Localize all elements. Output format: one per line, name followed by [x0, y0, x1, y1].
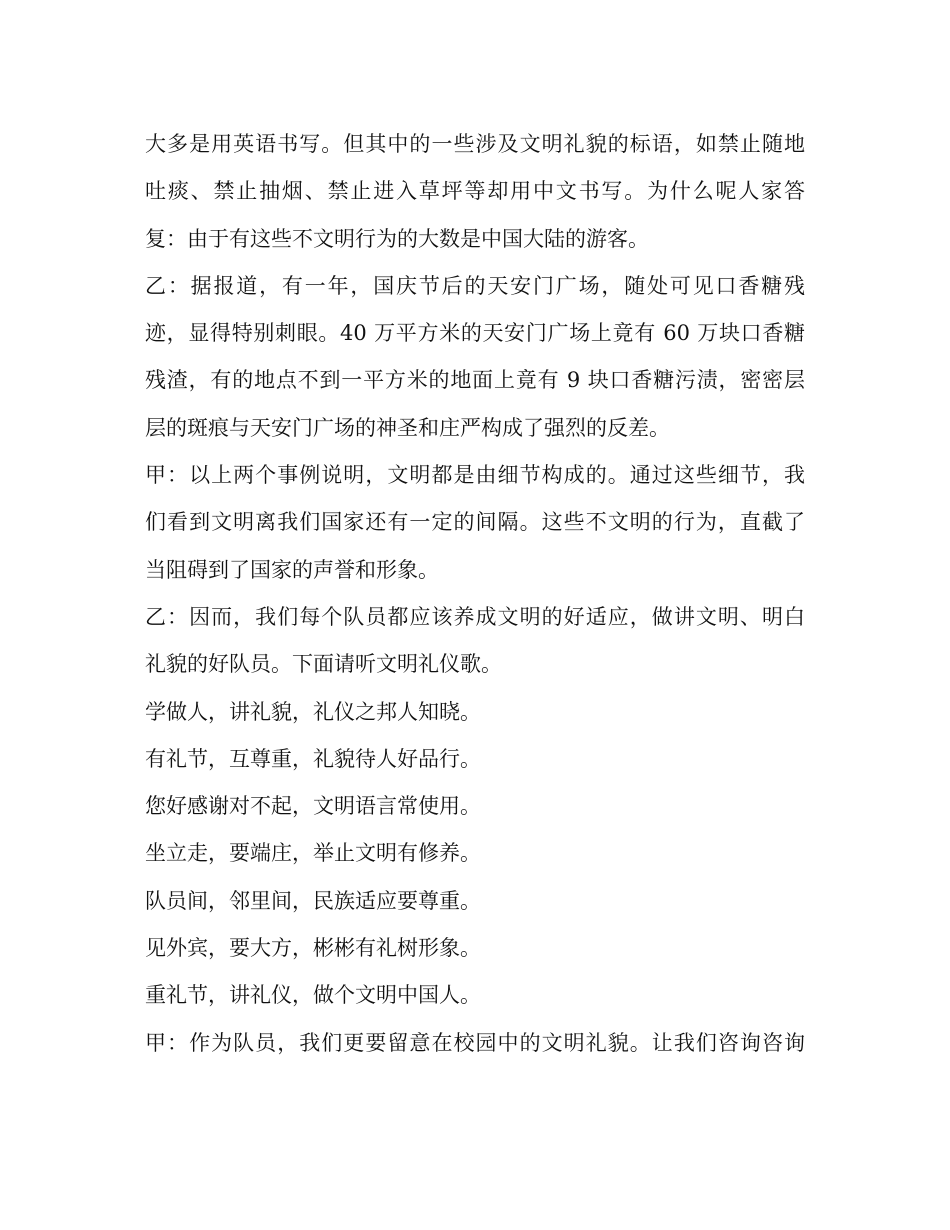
text-line: 学做人，讲礼貌，礼仪之邦人知晓。 [145, 699, 481, 724]
text-line: 乙：因而，我们每个队员都应该养成文明的好适应，做讲文明、明白 [145, 604, 805, 629]
text-line: 吐痰、禁止抽烟、禁止进入草坪等却用中文书写。为什么呢人家答 [145, 179, 805, 204]
text-line: 当阻碍到了国家的声誉和形象。 [145, 557, 439, 582]
text-line: 坐立走，要端庄，举止文明有修养。 [145, 841, 481, 866]
text-line: 队员间，邻里间，民族适应要尊重。 [145, 888, 481, 913]
text-line: 重礼节，讲礼仪，做个文明中国人。 [145, 983, 481, 1008]
text-line: 们看到文明离我们国家还有一定的间隔。这些不文明的行为，直截了 [145, 510, 805, 535]
text-line: 见外宾，要大方，彬彬有礼树形象。 [145, 936, 481, 961]
document-body [145, 121, 805, 1067]
text-line: 甲：以上两个事例说明，文明都是由细节构成的。通过这些细节，我 [145, 463, 805, 488]
text-line: 礼貌的好队员。下面请听文明礼仪歌。 [145, 652, 502, 677]
text-line: 残渣，有的地点不到一平方米的地面上竟有 9 块口香糖污渍，密密层 [145, 368, 805, 393]
text-line: 迹，显得特别刺眼。40 万平方米的天安门广场上竟有 60 万块口香糖 [145, 321, 805, 346]
text-line: 您好感谢对不起，文明语言常使用。 [145, 794, 481, 819]
text-line: 复：由于有这些不文明行为的大数是中国大陆的游客。 [145, 226, 649, 251]
text-line: 乙：据报道，有一年，国庆节后的天安门广场，随处可见口香糖残 [145, 273, 805, 298]
text-line: 层的斑痕与天安门广场的神圣和庄严构成了强烈的反差。 [145, 415, 670, 440]
text-line: 甲：作为队员，我们更要留意在校园中的文明礼貌。让我们咨询咨询 [145, 1030, 805, 1055]
text-line: 大多是用英语书写。但其中的一些涉及文明礼貌的标语，如禁止随地 [145, 132, 805, 156]
text-line: 有礼节，互尊重，礼貌待人好品行。 [145, 746, 481, 771]
